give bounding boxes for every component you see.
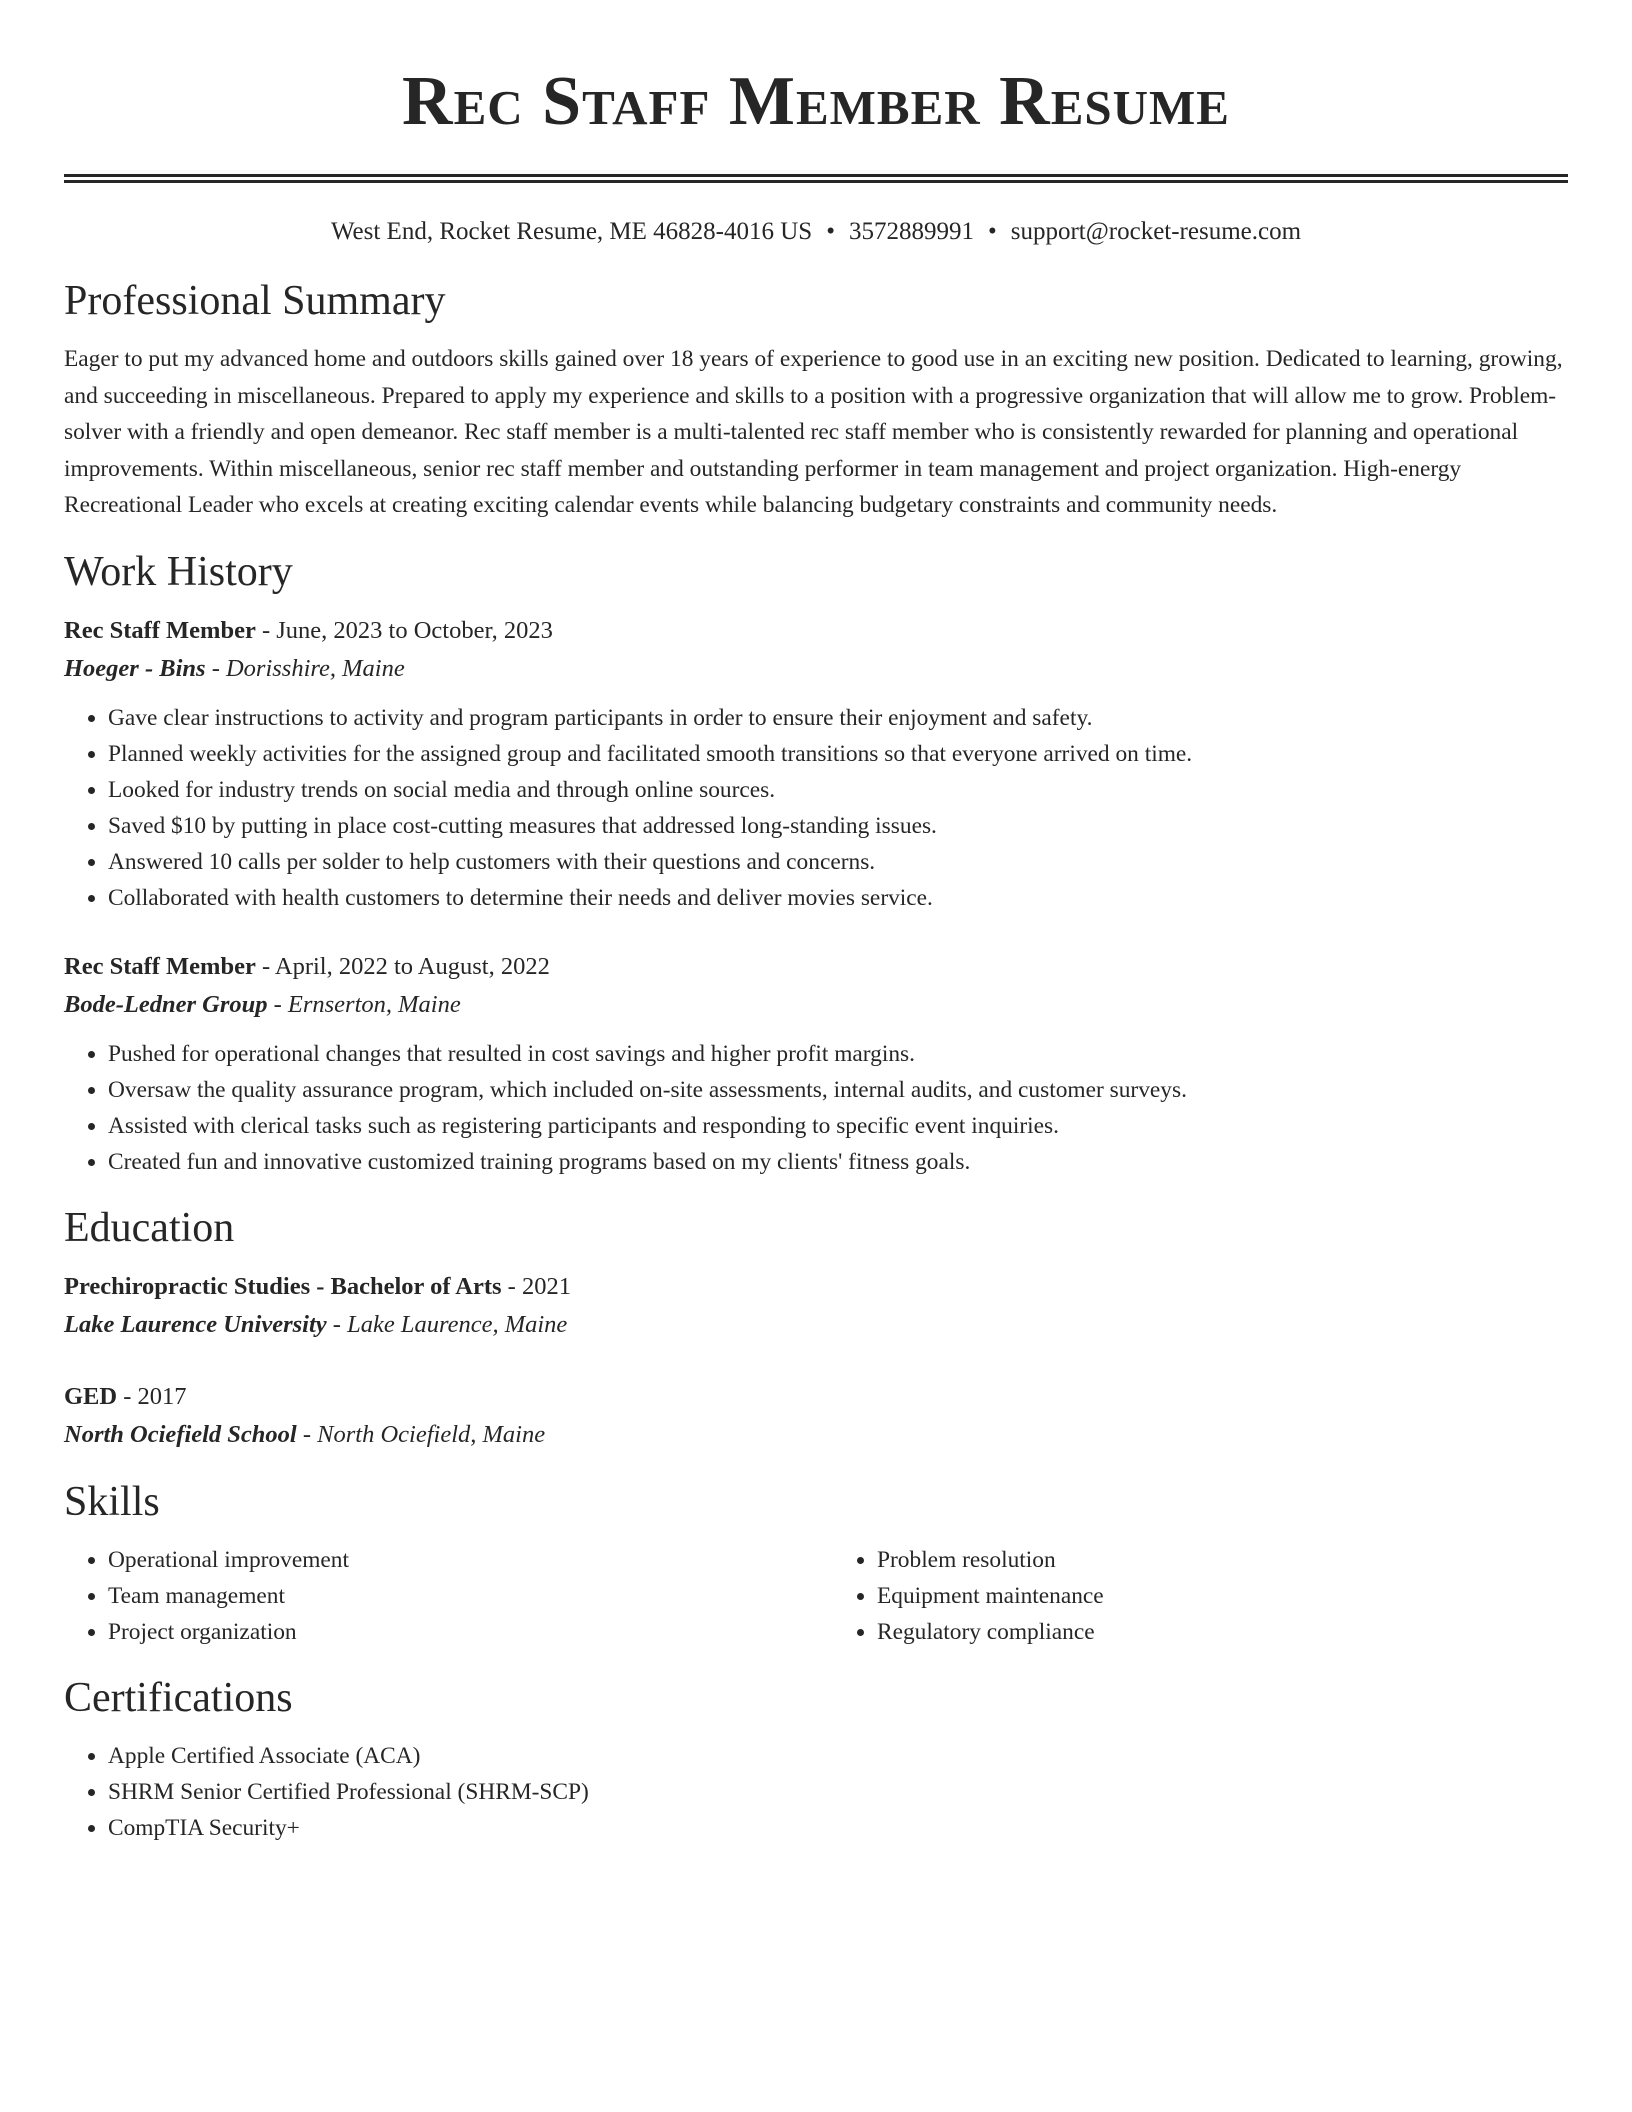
job-title-line <box>64 612 1568 650</box>
list-item: • Looked for industry trends on social media and through online sources. <box>108 772 1568 808</box>
section-heading-summary: Professional Summary <box>64 278 446 324</box>
summary-text: Eager to put my advanced home and outdoors skills gained over 18 years of experience to good use in an exciting new position. Dedicated to learning, growing, and succeeding in miscellaneous. Prepared to apply my experience and skills to a position with a progressive organization that will allow me to grow. Problem-solver with a friendly and open demeanor. Rec staff member is a multi-talented rec staff member who is consistently rewarded for planning and operational improvements. Within miscellaneous, senior rec staff member and outstanding performer in team management and project organization. High-energy Recreational Leader who excels at creating exciting calendar events while balancing budgetary constraints and community needs. <box>64 346 1563 519</box>
list-item: • Assisted with clerical tasks such as registering participants and responding to specific event inquiries. <box>108 1108 1568 1144</box>
section-heading-work: Work History <box>64 548 293 595</box>
certification-item: • SHRM Senior Certified Professional (SHRM-SCP) <box>108 1774 1568 1810</box>
certification-item: • CompTIA Security+ <box>108 1810 1568 1846</box>
education-school: Lake Laurence University <box>64 1310 327 1338</box>
contact-separator: • <box>826 218 835 245</box>
job-company-line <box>64 986 1568 1024</box>
list-item: • Saved $10 by putting in place cost-cutting measures that addressed long-standing issues. <box>108 808 1568 844</box>
skill-item: • Team management <box>108 1578 799 1614</box>
contact-separator: • <box>987 218 997 245</box>
skills-column-right <box>799 1542 1568 1650</box>
skill-item: • Project organization <box>108 1614 799 1650</box>
list-item: • Created fun and innovative customized training programs based on my clients' fitness goals. <box>108 1144 1568 1180</box>
education-school-line <box>64 1306 1568 1344</box>
education-degree: GED <box>64 1382 118 1410</box>
skills-column-left <box>64 1542 799 1650</box>
section-heading-education: Education <box>64 1204 235 1251</box>
contact-line <box>64 215 1568 249</box>
section-heading-certifications: Certifications <box>64 1674 293 1721</box>
job-company: Hoeger - Bins <box>64 654 206 682</box>
skills-grid <box>64 1542 1568 1650</box>
contact-email: support@rocket-resume.com <box>1010 218 1302 245</box>
education-entry <box>64 1268 1568 1344</box>
job-company: Bode-Ledner Group <box>64 990 268 1018</box>
skill-item: • Equipment maintenance <box>877 1578 1568 1614</box>
education-entry <box>64 1378 1568 1454</box>
education-school-line <box>64 1416 1568 1454</box>
contact-address: West End, Rocket Resume, ME 46828-4016 US <box>330 218 813 245</box>
resume-title: Rec Staff Member Resume <box>402 63 1230 140</box>
list-item: • Answered 10 calls per solder to help customers with their questions and concerns. <box>108 844 1568 880</box>
job-title: Rec Staff Member <box>64 952 256 980</box>
job-location: - Dorisshire, Maine <box>205 654 405 682</box>
job-dates: - April, 2022 to August, 2022 <box>255 952 550 980</box>
job-title: Rec Staff Member <box>64 616 256 644</box>
list-item: • Oversaw the quality assurance program, which included on-site assessments, internal audits, and customer surveys. <box>108 1072 1568 1108</box>
education-degree-line <box>64 1378 1568 1416</box>
skill-item: • Problem resolution <box>877 1542 1568 1578</box>
title-divider <box>64 174 1568 183</box>
education-location: - Lake Laurence, Maine <box>326 1310 568 1338</box>
list-item: • Collaborated with health customers to determine their needs and deliver movies service. <box>108 880 1568 916</box>
job-title-line <box>64 948 1568 986</box>
education-year: - 2021 <box>501 1272 571 1300</box>
job-location: - Ernserton, Maine <box>267 990 461 1018</box>
skill-item: • Regulatory compliance <box>877 1614 1568 1650</box>
education-degree: Prechiropractic Studies - Bachelor of Arts <box>64 1272 502 1300</box>
education-degree-line <box>64 1268 1568 1306</box>
job-dates: - June, 2023 to October, 2023 <box>255 616 553 644</box>
job-entry <box>64 612 1568 916</box>
job-company-line <box>64 650 1568 688</box>
job-entry <box>64 948 1568 1180</box>
list-item: • Pushed for operational changes that resulted in cost savings and higher profit margins. <box>108 1036 1568 1072</box>
skill-item: • Operational improvement <box>108 1542 799 1578</box>
section-heading-skills: Skills <box>64 1478 160 1525</box>
list-item: • Gave clear instructions to activity and program participants in order to ensure their enjoyment and safety. <box>108 700 1568 736</box>
education-location: - North Ociefield, Maine <box>296 1420 546 1448</box>
job-bullets <box>64 1036 1568 1180</box>
list-item: • Planned weekly activities for the assigned group and facilitated smooth transitions so that everyone arrived on time. <box>108 736 1568 772</box>
education-year: - 2017 <box>117 1382 187 1410</box>
job-bullets <box>64 700 1568 916</box>
certification-item: • Apple Certified Associate (ACA) <box>108 1738 1568 1774</box>
education-school: North Ociefield School <box>64 1420 297 1448</box>
contact-phone: 3572889991 <box>848 218 974 245</box>
certifications-list <box>64 1738 1568 1846</box>
